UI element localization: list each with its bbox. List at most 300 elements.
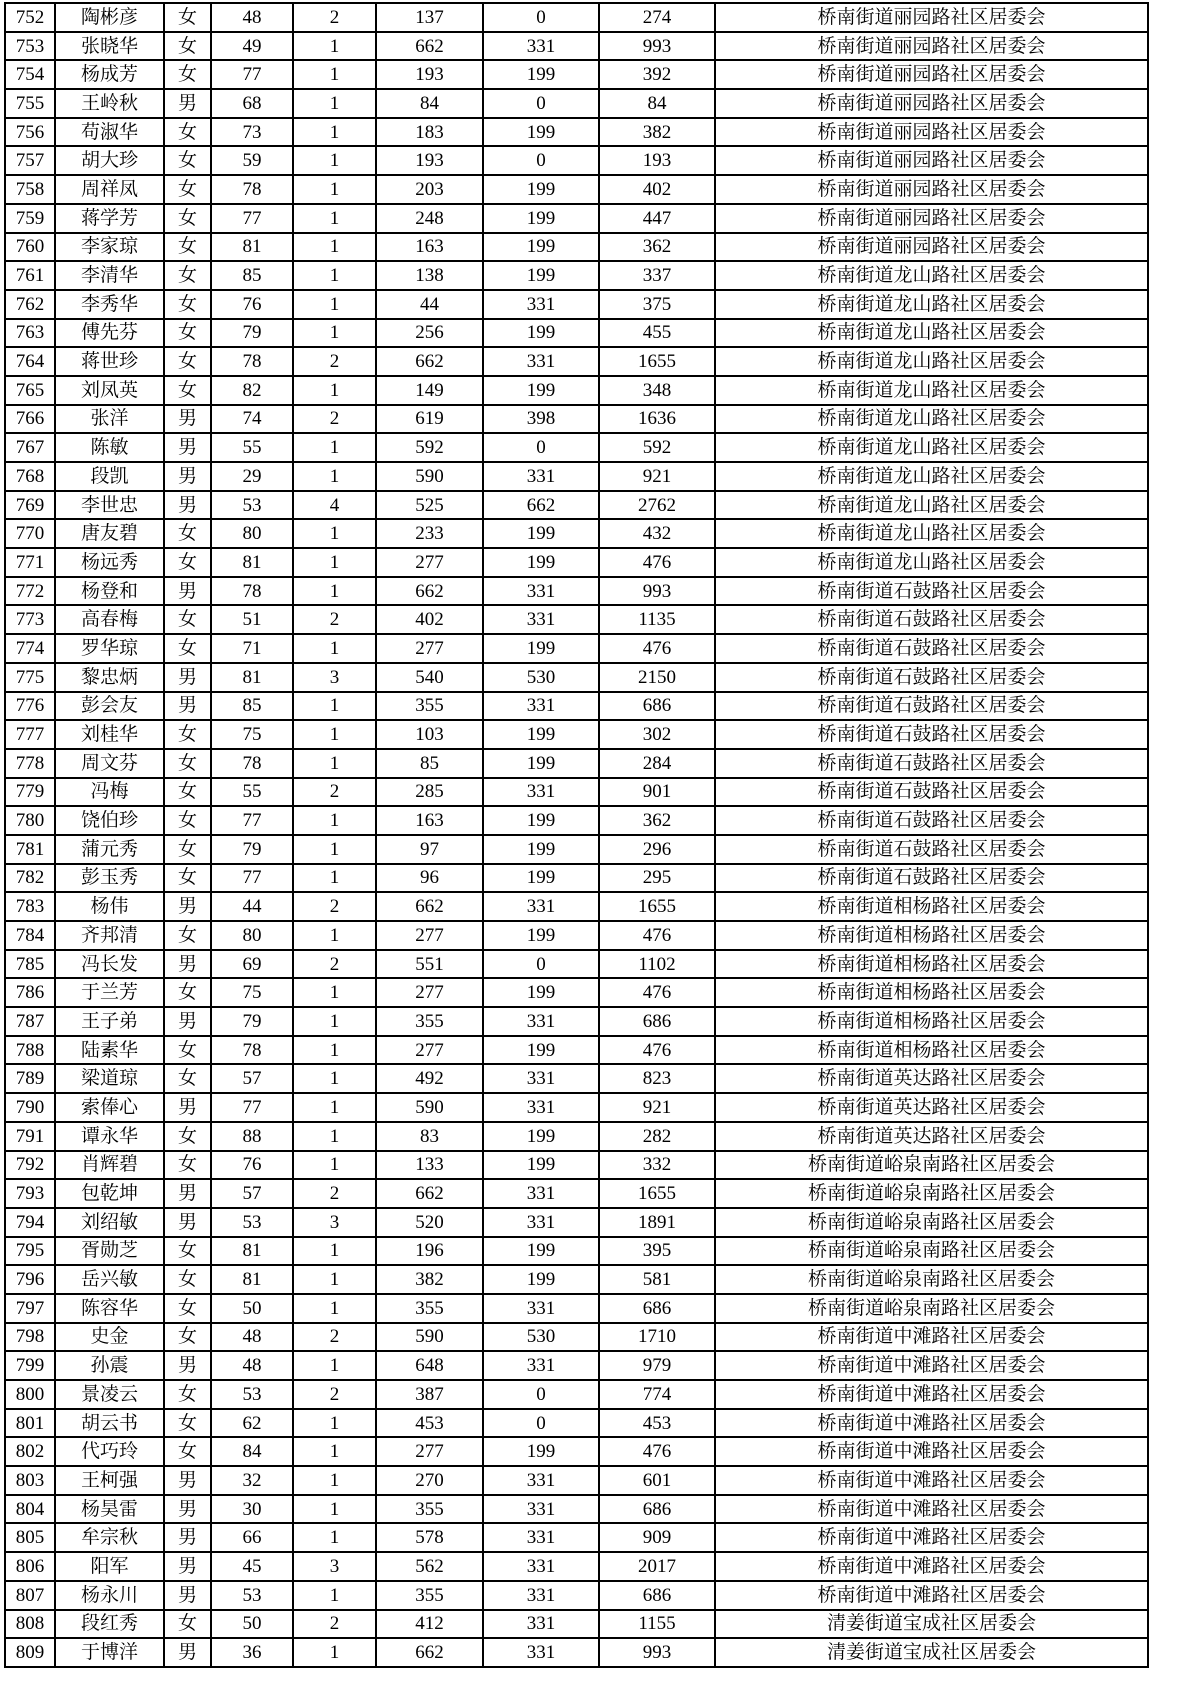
amount-cell: 277: [376, 1437, 483, 1466]
serial-cell: 807: [5, 1581, 55, 1610]
amount-cell: 331: [483, 577, 599, 606]
count-cell: 1: [293, 146, 376, 175]
total-cell: 302: [599, 720, 715, 749]
count-cell: 1: [293, 1581, 376, 1610]
serial-cell: 802: [5, 1437, 55, 1466]
total-cell: 1155: [599, 1610, 715, 1639]
amount-cell: 0: [483, 1409, 599, 1438]
count-cell: 1: [293, 1437, 376, 1466]
total-cell: 993: [599, 577, 715, 606]
amount-cell: 648: [376, 1351, 483, 1380]
amount-cell: 0: [483, 433, 599, 462]
age-cell: 84: [211, 1437, 293, 1466]
total-cell: 382: [599, 118, 715, 147]
count-cell: 1: [293, 1151, 376, 1180]
amount-cell: 562: [376, 1552, 483, 1581]
age-cell: 78: [211, 347, 293, 376]
age-cell: 66: [211, 1523, 293, 1552]
table-row: [5, 60, 1148, 89]
gender-cell: 男: [164, 1581, 211, 1610]
name-cell: 李秀华: [55, 290, 164, 319]
age-cell: 82: [211, 376, 293, 405]
age-cell: 78: [211, 1036, 293, 1065]
table-row: [5, 864, 1148, 893]
table-row: [5, 146, 1148, 175]
total-cell: 1102: [599, 950, 715, 979]
table-row: [5, 634, 1148, 663]
name-cell: 王子弟: [55, 1007, 164, 1036]
count-cell: 4: [293, 491, 376, 520]
gender-cell: 女: [164, 1409, 211, 1438]
total-cell: 1710: [599, 1323, 715, 1352]
count-cell: 1: [293, 1122, 376, 1151]
serial-cell: 779: [5, 778, 55, 807]
serial-cell: 756: [5, 118, 55, 147]
total-cell: 993: [599, 32, 715, 61]
total-cell: 823: [599, 1064, 715, 1093]
table-row: [5, 433, 1148, 462]
table-row: [5, 3, 1148, 32]
gender-cell: 女: [164, 548, 211, 577]
count-cell: 1: [293, 978, 376, 1007]
count-cell: 1: [293, 1064, 376, 1093]
count-cell: 2: [293, 3, 376, 32]
gender-cell: 女: [164, 233, 211, 262]
community-cell: 桥南街道丽园路社区居委会: [715, 3, 1148, 32]
amount-cell: 84: [376, 89, 483, 118]
age-cell: 73: [211, 118, 293, 147]
name-cell: 杨远秀: [55, 548, 164, 577]
age-cell: 78: [211, 577, 293, 606]
total-cell: 686: [599, 1495, 715, 1524]
table-row: [5, 405, 1148, 434]
total-cell: 84: [599, 89, 715, 118]
gender-cell: 女: [164, 319, 211, 348]
name-cell: 周文芬: [55, 749, 164, 778]
count-cell: 1: [293, 1523, 376, 1552]
gender-cell: 女: [164, 1610, 211, 1639]
age-cell: 71: [211, 634, 293, 663]
community-cell: 桥南街道石鼓路社区居委会: [715, 835, 1148, 864]
amount-cell: 0: [483, 1380, 599, 1409]
gender-cell: 女: [164, 806, 211, 835]
amount-cell: 331: [483, 778, 599, 807]
table-row: [5, 806, 1148, 835]
count-cell: 1: [293, 1237, 376, 1266]
community-cell: 桥南街道龙山路社区居委会: [715, 347, 1148, 376]
gender-cell: 男: [164, 1093, 211, 1122]
community-cell: 桥南街道石鼓路社区居委会: [715, 692, 1148, 721]
age-cell: 75: [211, 978, 293, 1007]
amount-cell: 551: [376, 950, 483, 979]
count-cell: 1: [293, 921, 376, 950]
table-row: [5, 1437, 1148, 1466]
amount-cell: 149: [376, 376, 483, 405]
gender-cell: 女: [164, 1294, 211, 1323]
age-cell: 80: [211, 921, 293, 950]
community-cell: 桥南街道峪泉南路社区居委会: [715, 1237, 1148, 1266]
amount-cell: 203: [376, 175, 483, 204]
table-row: [5, 1638, 1148, 1667]
total-cell: 447: [599, 204, 715, 233]
name-cell: 代巧玲: [55, 1437, 164, 1466]
serial-cell: 797: [5, 1294, 55, 1323]
age-cell: 81: [211, 1237, 293, 1266]
age-cell: 85: [211, 692, 293, 721]
age-cell: 69: [211, 950, 293, 979]
age-cell: 81: [211, 233, 293, 262]
age-cell: 81: [211, 663, 293, 692]
name-cell: 谭永华: [55, 1122, 164, 1151]
serial-cell: 796: [5, 1265, 55, 1294]
amount-cell: 277: [376, 921, 483, 950]
amount-cell: 199: [483, 1036, 599, 1065]
gender-cell: 女: [164, 1122, 211, 1151]
gender-cell: 男: [164, 663, 211, 692]
amount-cell: 199: [483, 548, 599, 577]
table-row: [5, 1093, 1148, 1122]
community-cell: 桥南街道中滩路社区居委会: [715, 1437, 1148, 1466]
count-cell: 1: [293, 577, 376, 606]
gender-cell: 女: [164, 118, 211, 147]
count-cell: 3: [293, 1552, 376, 1581]
amount-cell: 199: [483, 1237, 599, 1266]
gender-cell: 男: [164, 577, 211, 606]
table-row: [5, 1495, 1148, 1524]
name-cell: 陈容华: [55, 1294, 164, 1323]
serial-cell: 777: [5, 720, 55, 749]
name-cell: 黎忠炳: [55, 663, 164, 692]
count-cell: 1: [293, 692, 376, 721]
community-cell: 桥南街道中滩路社区居委会: [715, 1495, 1148, 1524]
name-cell: 蒲元秀: [55, 835, 164, 864]
amount-cell: 530: [483, 663, 599, 692]
age-cell: 53: [211, 491, 293, 520]
serial-cell: 759: [5, 204, 55, 233]
community-cell: 桥南街道相杨路社区居委会: [715, 1036, 1148, 1065]
total-cell: 453: [599, 1409, 715, 1438]
total-cell: 284: [599, 749, 715, 778]
name-cell: 胡云书: [55, 1409, 164, 1438]
total-cell: 1655: [599, 1179, 715, 1208]
amount-cell: 199: [483, 864, 599, 893]
gender-cell: 女: [164, 978, 211, 1007]
count-cell: 2: [293, 405, 376, 434]
count-cell: 2: [293, 1179, 376, 1208]
community-cell: 桥南街道相杨路社区居委会: [715, 950, 1148, 979]
count-cell: 1: [293, 60, 376, 89]
count-cell: 1: [293, 233, 376, 262]
amount-cell: 520: [376, 1208, 483, 1237]
amount-cell: 0: [483, 3, 599, 32]
amount-cell: 355: [376, 1495, 483, 1524]
age-cell: 44: [211, 892, 293, 921]
name-cell: 齐邦清: [55, 921, 164, 950]
name-cell: 胡大珍: [55, 146, 164, 175]
serial-cell: 809: [5, 1638, 55, 1667]
amount-cell: 277: [376, 978, 483, 1007]
community-cell: 桥南街道石鼓路社区居委会: [715, 778, 1148, 807]
amount-cell: 619: [376, 405, 483, 434]
total-cell: 686: [599, 1581, 715, 1610]
serial-cell: 770: [5, 519, 55, 548]
amount-cell: 412: [376, 1610, 483, 1639]
community-cell: 桥南街道石鼓路社区居委会: [715, 720, 1148, 749]
table-row: [5, 1208, 1148, 1237]
table-row: [5, 921, 1148, 950]
community-cell: 桥南街道相杨路社区居委会: [715, 978, 1148, 1007]
gender-cell: 女: [164, 864, 211, 893]
serial-cell: 772: [5, 577, 55, 606]
age-cell: 49: [211, 32, 293, 61]
community-cell: 桥南街道英达路社区居委会: [715, 1093, 1148, 1122]
resident-records-table: [4, 2, 1149, 1668]
name-cell: 罗华琼: [55, 634, 164, 663]
gender-cell: 女: [164, 1036, 211, 1065]
age-cell: 32: [211, 1466, 293, 1495]
amount-cell: 199: [483, 634, 599, 663]
total-cell: 274: [599, 3, 715, 32]
age-cell: 36: [211, 1638, 293, 1667]
age-cell: 78: [211, 749, 293, 778]
serial-cell: 769: [5, 491, 55, 520]
age-cell: 50: [211, 1294, 293, 1323]
name-cell: 彭会友: [55, 692, 164, 721]
total-cell: 476: [599, 978, 715, 1007]
amount-cell: 163: [376, 806, 483, 835]
total-cell: 295: [599, 864, 715, 893]
community-cell: 桥南街道中滩路社区居委会: [715, 1323, 1148, 1352]
amount-cell: 525: [376, 491, 483, 520]
amount-cell: 44: [376, 290, 483, 319]
total-cell: 476: [599, 921, 715, 950]
total-cell: 362: [599, 233, 715, 262]
age-cell: 59: [211, 146, 293, 175]
amount-cell: 199: [483, 978, 599, 1007]
total-cell: 1655: [599, 892, 715, 921]
amount-cell: 662: [483, 491, 599, 520]
name-cell: 饶伯珍: [55, 806, 164, 835]
count-cell: 1: [293, 32, 376, 61]
age-cell: 50: [211, 1610, 293, 1639]
amount-cell: 355: [376, 1007, 483, 1036]
serial-cell: 789: [5, 1064, 55, 1093]
serial-cell: 755: [5, 89, 55, 118]
community-cell: 桥南街道龙山路社区居委会: [715, 376, 1148, 405]
amount-cell: 199: [483, 319, 599, 348]
table-row: [5, 1007, 1148, 1036]
gender-cell: 男: [164, 462, 211, 491]
amount-cell: 590: [376, 1323, 483, 1352]
gender-cell: 男: [164, 89, 211, 118]
count-cell: 1: [293, 376, 376, 405]
community-cell: 桥南街道龙山路社区居委会: [715, 405, 1148, 434]
table-row: [5, 175, 1148, 204]
table-row: [5, 319, 1148, 348]
amount-cell: 355: [376, 1581, 483, 1610]
amount-cell: 96: [376, 864, 483, 893]
age-cell: 53: [211, 1380, 293, 1409]
serial-cell: 805: [5, 1523, 55, 1552]
serial-cell: 766: [5, 405, 55, 434]
amount-cell: 662: [376, 892, 483, 921]
total-cell: 921: [599, 1093, 715, 1122]
count-cell: 1: [293, 89, 376, 118]
name-cell: 高春梅: [55, 605, 164, 634]
gender-cell: 女: [164, 1237, 211, 1266]
community-cell: 桥南街道龙山路社区居委会: [715, 462, 1148, 491]
amount-cell: 331: [483, 1208, 599, 1237]
count-cell: 1: [293, 1007, 376, 1036]
amount-cell: 540: [376, 663, 483, 692]
amount-cell: 133: [376, 1151, 483, 1180]
serial-cell: 771: [5, 548, 55, 577]
amount-cell: 662: [376, 32, 483, 61]
name-cell: 蒋世珍: [55, 347, 164, 376]
amount-cell: 331: [483, 1466, 599, 1495]
serial-cell: 773: [5, 605, 55, 634]
amount-cell: 248: [376, 204, 483, 233]
gender-cell: 女: [164, 3, 211, 32]
community-cell: 桥南街道龙山路社区居委会: [715, 491, 1148, 520]
table-row: [5, 1036, 1148, 1065]
table-row: [5, 692, 1148, 721]
gender-cell: 男: [164, 1007, 211, 1036]
total-cell: 332: [599, 1151, 715, 1180]
serial-cell: 782: [5, 864, 55, 893]
age-cell: 77: [211, 864, 293, 893]
serial-cell: 795: [5, 1237, 55, 1266]
amount-cell: 662: [376, 347, 483, 376]
gender-cell: 女: [164, 1380, 211, 1409]
amount-cell: 199: [483, 921, 599, 950]
total-cell: 476: [599, 634, 715, 663]
name-cell: 史金: [55, 1323, 164, 1352]
serial-cell: 774: [5, 634, 55, 663]
amount-cell: 492: [376, 1064, 483, 1093]
total-cell: 476: [599, 1437, 715, 1466]
gender-cell: 男: [164, 491, 211, 520]
community-cell: 桥南街道龙山路社区居委会: [715, 548, 1148, 577]
count-cell: 1: [293, 319, 376, 348]
total-cell: 686: [599, 1007, 715, 1036]
age-cell: 77: [211, 60, 293, 89]
name-cell: 阳军: [55, 1552, 164, 1581]
community-cell: 桥南街道中滩路社区居委会: [715, 1409, 1148, 1438]
total-cell: 1655: [599, 347, 715, 376]
name-cell: 胥勋芝: [55, 1237, 164, 1266]
total-cell: 2150: [599, 663, 715, 692]
serial-cell: 778: [5, 749, 55, 778]
count-cell: 1: [293, 749, 376, 778]
count-cell: 1: [293, 1466, 376, 1495]
community-cell: 桥南街道峪泉南路社区居委会: [715, 1294, 1148, 1323]
gender-cell: 男: [164, 692, 211, 721]
count-cell: 2: [293, 347, 376, 376]
community-cell: 桥南街道相杨路社区居委会: [715, 892, 1148, 921]
table-row: [5, 32, 1148, 61]
community-cell: 桥南街道丽园路社区居委会: [715, 60, 1148, 89]
amount-cell: 233: [376, 519, 483, 548]
table-row: [5, 347, 1148, 376]
amount-cell: 199: [483, 835, 599, 864]
community-cell: 桥南街道中滩路社区居委会: [715, 1351, 1148, 1380]
gender-cell: 女: [164, 634, 211, 663]
table-row: [5, 462, 1148, 491]
name-cell: 于博洋: [55, 1638, 164, 1667]
total-cell: 362: [599, 806, 715, 835]
gender-cell: 女: [164, 1323, 211, 1352]
name-cell: 梁道琼: [55, 1064, 164, 1093]
amount-cell: 0: [483, 89, 599, 118]
name-cell: 陆素华: [55, 1036, 164, 1065]
gender-cell: 女: [164, 1064, 211, 1093]
age-cell: 81: [211, 548, 293, 577]
gender-cell: 女: [164, 1437, 211, 1466]
gender-cell: 男: [164, 433, 211, 462]
total-cell: 686: [599, 692, 715, 721]
count-cell: 1: [293, 519, 376, 548]
total-cell: 193: [599, 146, 715, 175]
count-cell: 1: [293, 204, 376, 233]
count-cell: 2: [293, 778, 376, 807]
age-cell: 30: [211, 1495, 293, 1524]
gender-cell: 男: [164, 405, 211, 434]
amount-cell: 277: [376, 1036, 483, 1065]
gender-cell: 女: [164, 60, 211, 89]
amount-cell: 387: [376, 1380, 483, 1409]
count-cell: 2: [293, 1380, 376, 1409]
count-cell: 2: [293, 950, 376, 979]
amount-cell: 137: [376, 3, 483, 32]
name-cell: 刘绍敏: [55, 1208, 164, 1237]
table-row: [5, 1265, 1148, 1294]
amount-cell: 199: [483, 749, 599, 778]
amount-cell: 331: [483, 290, 599, 319]
table-row: [5, 1151, 1148, 1180]
serial-cell: 775: [5, 663, 55, 692]
name-cell: 傅先芬: [55, 319, 164, 348]
table-row: [5, 720, 1148, 749]
count-cell: 1: [293, 835, 376, 864]
age-cell: 48: [211, 1323, 293, 1352]
age-cell: 79: [211, 319, 293, 348]
age-cell: 85: [211, 261, 293, 290]
serial-cell: 785: [5, 950, 55, 979]
age-cell: 76: [211, 290, 293, 319]
amount-cell: 662: [376, 1179, 483, 1208]
gender-cell: 女: [164, 32, 211, 61]
table-row: [5, 749, 1148, 778]
amount-cell: 199: [483, 720, 599, 749]
serial-cell: 793: [5, 1179, 55, 1208]
name-cell: 杨永川: [55, 1581, 164, 1610]
name-cell: 岳兴敏: [55, 1265, 164, 1294]
count-cell: 1: [293, 175, 376, 204]
serial-cell: 784: [5, 921, 55, 950]
serial-cell: 799: [5, 1351, 55, 1380]
community-cell: 桥南街道相杨路社区居委会: [715, 1007, 1148, 1036]
gender-cell: 男: [164, 1552, 211, 1581]
count-cell: 1: [293, 548, 376, 577]
community-cell: 桥南街道石鼓路社区居委会: [715, 749, 1148, 778]
count-cell: 1: [293, 1409, 376, 1438]
amount-cell: 331: [483, 1581, 599, 1610]
gender-cell: 男: [164, 1208, 211, 1237]
amount-cell: 199: [483, 1122, 599, 1151]
amount-cell: 453: [376, 1409, 483, 1438]
table-row: [5, 1064, 1148, 1093]
